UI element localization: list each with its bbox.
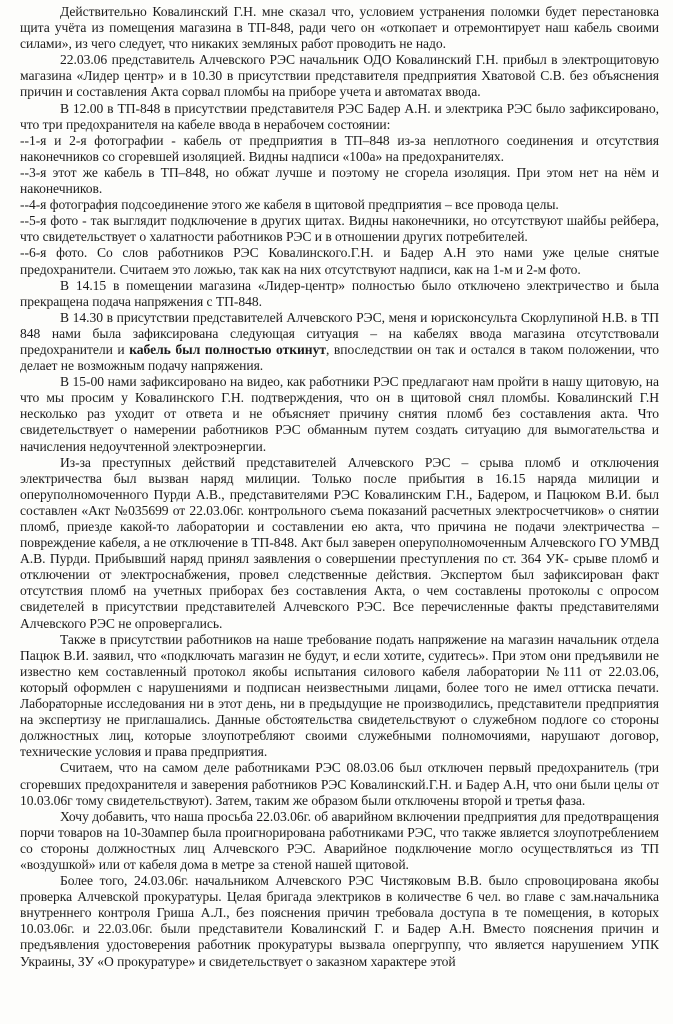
paragraph-police: Из-за преступных действий представителей Алчевского РЭС – срыва пломб и отключения электричества был вызван наряд милиции. Только после прибытия в 16.15 наряда милиции и оперуполномоченного Пурди А.В., представителями РЭС Ковалинским Г.Н., Бадером, и Пацюком В.И. был составлен «Акт №035699 от 22.03.06г. контрольного съема показаний расчетных электросчетчиков» о снятии пломб, приезде какой-то лаборатории и составлении ею акта, что причина не подачи электричества – повреждение кабеля, а не отключение в ТП-848. Акт был заверен оперуполномоченным Алчевского ГО УМВД А.В. Пурди. Прибывший наряд принял заявления о совершении преступления по ст. 364 УК- срыве пломб и отключении от электроснабжения, провел следственные действия. Экспертом был зафиксирован факт отсутствия пломб на учетных приборах без составления Акта, о чем составлены протоколы с опросом свидетелей в присутствии представителей Алчевского РЭС. Все перечисленные факты представителями Алчевского РЭС не опровергались. xyxy=(20,454,659,631)
paragraph-photo-3: --3-я этот же кабель в ТП–848, но обжат лучше и поэтому не сгорела изоляция. При этом нет на нём и наконечников. xyxy=(20,164,659,197)
paragraph-prosecutor: Более того, 24.03.06г. начальником Алчевского РЭС Чистяковым В.В. было спровоцирована якобы проверка Алчевской прокуратуры. Целая бригада электриков в количестве 6 чел. во главе с зам.начальника внутреннего контроля Гриша А.Л., без пояснения причин требовала доступа в те помещения, в которых 10.03.06г. и 22.03.06г. были представители Ковалинский Г. и Бадер А.Н. Вместо пояснения причин и предъявления удостоверения работник прокуратуры вызвала опергруппу, что является нарушением УПК Украины, ЗУ «О прокуратуре» и свидетельствует о заказном характере этой xyxy=(20,873,659,969)
paragraph-1: Действительно Ковалинский Г.Н. мне сказал что, условием устранения поломки будет перестановка щита учёта из помещения магазина в ТП-848, ради чего он «откопает и отремонтирует наш кабель своими силами», из чего следует, что никаких земляных работ проводить не надо. xyxy=(20,4,659,52)
paragraph-3: В 12.00 в ТП-848 в присутствии представителя РЭС Бадер А.Н. и электрика РЭС было зафиксировано, что три предохранителя на кабеле ввода в нерабочем состоянии: xyxy=(20,100,659,132)
paragraph-1430-post: , впоследствии он так и остался в таком положении, что делает не возможным подачу напряжения. xyxy=(20,341,659,374)
paragraph-demand: Также в присутствии работников на наше требование подать напряжение на магазин начальник отдела Пацюк В.И. заявил, что «подключать магазин не будут, и если хотите, судитесь». При этом они предъявили не известно кем составленный протокол якобы испытания силового кабеля лаборатории №111 от 22.03.06, который оформлен с нарушениями и подписан неизвестными лицами, более того не имел оттиска печати. Лабораторные исследования ни в этот день, ни в предыдущие не производились, представители предприятия на экспертизу не приглашались. Данные обстоятельства свидетельствуют о служебном подлоге со стороны должностных лиц, которые злоупотребляют своими служебными полномочиями, нарушают договор, технические условия и права предприятия. xyxy=(20,631,659,760)
paragraph-1415: В 14.15 в помещении магазина «Лидер-центр» полностью было отключено электричество и была прекращена подача напряжения с ТП-848. xyxy=(20,277,659,309)
paragraph-photo-1: --1-я и 2-я фотографии - кабель от предприятия в ТП–848 из-за неплотного соединения и отсутствия наконечников со сгоревшей изоляцией. Видны надписи «100а» на предохранителях. xyxy=(20,132,659,164)
paragraph-1500: В 15-00 нами зафиксировано на видео, как работники РЭС предлагают нам пройти в нашу щитовую, на что мы просим у Ковалинского Г.Н. подтверждения, что он в щитовой снял пломбы. Ковалинский Г.Н несколько раз уходит от ответа и не объясняет причину снятия пломб без составления акта. Что свидетельствует о намерении работников РЭС обманным путем создать ситуацию для вымогательства и начисления недоучтенной электроэнергии. xyxy=(20,374,659,454)
paragraph-1430 xyxy=(20,310,659,374)
paragraph-photo-4: --4-я фотография подсоединение этого же кабеля в щитовой предприятия – все провода целы. xyxy=(20,197,559,213)
paragraph-believe: Считаем, что на самом деле работниками РЭС 08.03.06 был отключен первый предохранитель (три сгоревших предохранителя и заверения работников РЭС Ковалинский.Г.Н. и Бадер А.Н, что они были целы от 10.03.06г тому свидетельствуют). Затем, таким же образом были отключены второй и третья фаза. xyxy=(20,760,659,808)
paragraph-request: Хочу добавить, что наша просьба 22.03.06г. об аварийном включении предприятия для предотвращения порчи товаров на 10-30ампер была проигнорирована работниками РЭС, что также является злоупотреблением со стороны должностных лиц Алчевского РЭС. Аварийное подключение могло осуществляться из ТП «воздушкой» или от кабеля дома в метре за стеной нашей щитовой. xyxy=(20,808,659,872)
paragraph-photo-5: --5-я фото - так выглядит подключение в других щитах. Видны наконечники, но отсутствуют шайбы рейбера, что свидетельствует о халатности работников РЭС и в отношении других потребителей. xyxy=(20,213,659,245)
paragraph-1430-pre: В 14.30 в присутствии представителей Алчевского РЭС, меня и юрисконсульта Скорлупиной Н.В. в ТП 848 нами была зафиксирована следующая ситуация – на кабелях ввода магазина отсутствовали предохранители и xyxy=(20,309,659,357)
paragraph-1430-bold: кабель был полностью откинут xyxy=(129,341,326,357)
paragraph-photo-6: --6-я фото. Со слов работников РЭС Ковалинского.Г.Н. и Бадер А.Н это нами уже целые снятые предохранители. Считаем это ложью, так как на них отсутствуют надписи, как на 1-м и 2-м фото. xyxy=(20,245,659,277)
paragraph-2: 22.03.06 представитель Алчевского РЭС начальник ОДО Ковалинский Г.Н. прибыл в электрощитовую магазина «Лидер центр» и в 10.30 в присутствии представителя предприятия Хватовой С.В. без объяснения причин и составления Акта сорвал пломбы на приборе учета и автоматах ввода. xyxy=(20,52,659,100)
